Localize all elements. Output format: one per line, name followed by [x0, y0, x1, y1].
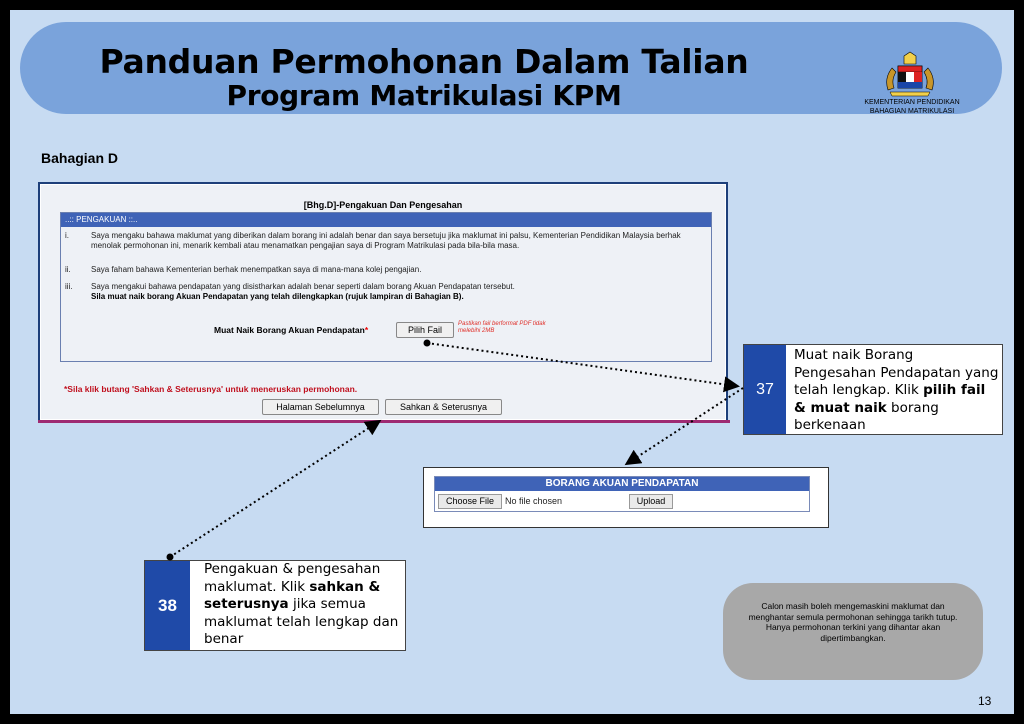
declaration-number: i. — [65, 231, 69, 240]
pilih-fail-button[interactable]: Pilih Fail — [396, 322, 454, 338]
declaration-text: Saya faham bahawa Kementerian berhak menempatkan saya di mana-mana kolej pengajian. — [91, 265, 422, 274]
ministry-line1: KEMENTERIAN PENDIDIKAN — [864, 99, 960, 106]
callout-text-bold: sahkan & seterusnya — [204, 578, 381, 612]
arrow-to-confirm-button — [167, 422, 379, 561]
no-file-text: No file chosen — [505, 496, 563, 506]
page — [10, 10, 1014, 714]
note-text: Calon masih boleh mengemaskini maklumat dan menghantar semula permohonan sehingga tarikh tutup. Hanya permohonan terkini yang dihantar akan dipertimbangkan. — [748, 601, 958, 643]
upload-button[interactable]: Upload — [629, 494, 673, 509]
borang-header: BORANG AKUAN PENDAPATAN — [435, 477, 809, 491]
callout-37 — [743, 344, 1003, 435]
file-format-note: Pastikan fail berformat PDF tidak melebihi 2MB — [458, 321, 546, 334]
borang-upload-widget — [423, 467, 829, 528]
callout-text-after: jika semua maklumat telah lengkap dan benar — [204, 596, 399, 647]
callout-number: 37 — [744, 345, 786, 434]
declaration-text: Saya mengakui bahawa pendapatan yang disistharkan adalah benar seperti dalam borang Akuan Pendapatan tersebut. — [91, 282, 515, 291]
previous-page-button[interactable]: Halaman Sebelumnya — [262, 399, 379, 415]
form-instruction: *Sila klik butang 'Sahkan & Seterusnya' untuk meneruskan permohonan. — [64, 384, 358, 394]
callout-number: 38 — [145, 561, 190, 650]
section-label: Bahagian D — [41, 150, 119, 166]
ministry-line2: BAHAGIAN MATRIKULASI — [869, 108, 955, 115]
ministry-name — [852, 98, 972, 116]
coat-of-arms-icon — [882, 50, 938, 98]
callout-text-before: Muat naik Borang Pengesahan Pendapatan yang telah lengkap. Klik — [794, 347, 999, 398]
callout-text-bold: pilih fail & muat naik — [794, 382, 986, 416]
declaration-form — [38, 182, 728, 422]
declaration-text-wrap — [91, 282, 695, 302]
page-number: 13 — [978, 694, 992, 708]
confirm-next-button[interactable]: Sahkan & Seterusnya — [385, 399, 502, 415]
callout-text-after: borang berkenaan — [794, 399, 939, 433]
pengakuan-panel — [60, 212, 712, 362]
borang-panel — [434, 476, 810, 512]
header-banner — [20, 22, 1002, 114]
note-bubble — [723, 583, 983, 680]
declaration-text: Saya mengaku bahawa maklumat yang diberikan dalam borang ini adalah benar dan saya bersetuju jika maklumat ini palsu, Kementerian Pendidikan Malaysia berhak menolak permohonan ini, menarik kembali atau menamatkan pengajian saya di Program Matrikulasi pada bila-bila masa. — [91, 231, 681, 250]
upload-label — [214, 325, 368, 335]
callout-text-before: Pengakuan & pengesahan maklumat. Klik — [204, 561, 381, 595]
page-title: Panduan Permohonan Dalam Talian — [99, 42, 749, 81]
declaration-bold-text: Sila muat naik borang Akuan Pendapatan yang telah dilengkapkan (rujuk lampiran di Bahagian B). — [91, 292, 464, 301]
pengakuan-header: ..:: PENGAKUAN ::.. — [61, 213, 711, 227]
choose-file-button[interactable]: Choose File — [438, 494, 502, 509]
form-title: [Bhg.D]-Pengakuan Dan Pengesahan — [303, 200, 463, 210]
declaration-number: iii. — [65, 282, 73, 291]
page-subtitle: Program Matrikulasi KPM — [226, 79, 622, 112]
declaration-number: ii. — [65, 265, 71, 274]
required-mark: * — [364, 325, 369, 335]
callout-38 — [144, 560, 406, 651]
upload-label-text: Muat Naik Borang Akuan Pendapatan — [214, 325, 365, 335]
form-underline — [38, 420, 730, 423]
callout-text — [204, 561, 404, 649]
callout-text — [794, 347, 999, 435]
